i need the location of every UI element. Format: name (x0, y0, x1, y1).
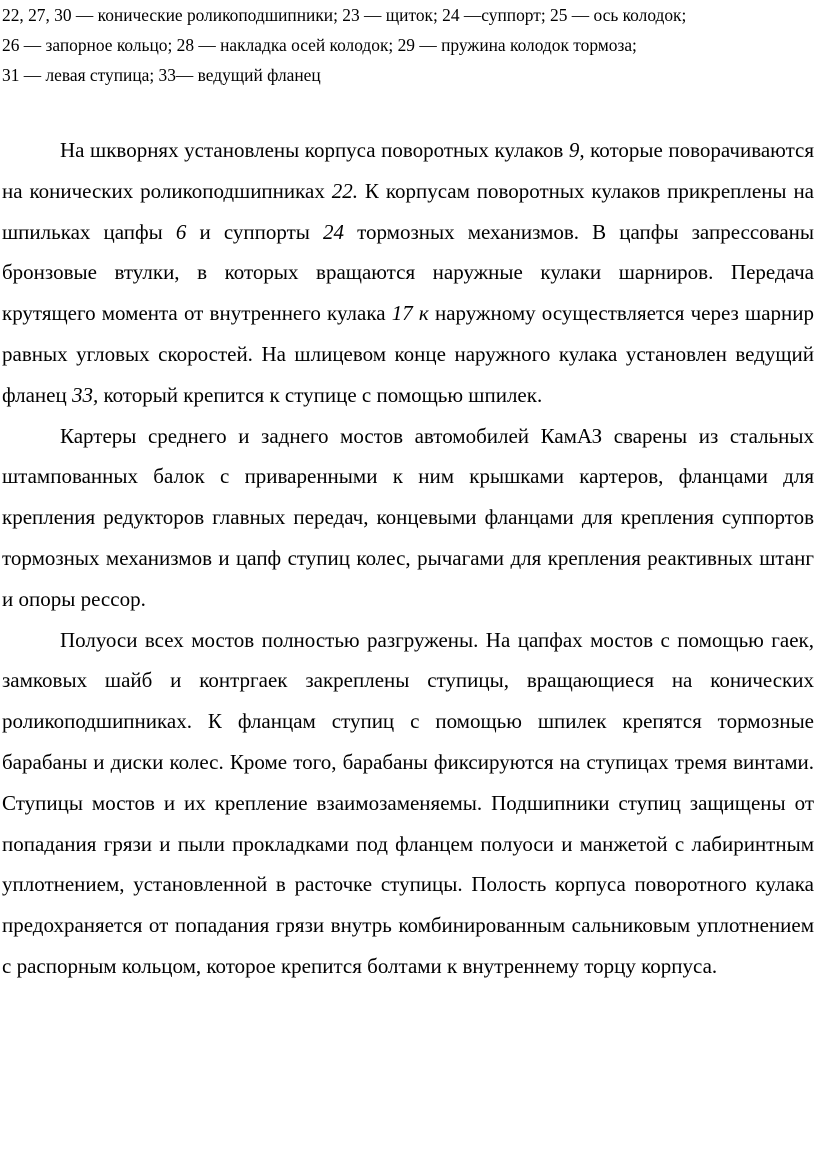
figure-caption (2, 0, 814, 90)
body-text (2, 130, 814, 987)
paragraph-2 (2, 416, 814, 620)
reference-number: 33, (71, 382, 99, 407)
reference-number: 6 (175, 219, 187, 244)
text-segment: которые поворачиваются на конических роликоподшипниках (2, 138, 814, 203)
text-segment: Картеры среднего и заднего мостов автомобилей КамАЗ сварены из стальных штампованных балок с приваренными к ним крышками картеров, фланцами для крепления редукторов главных передач, концевыми фланцами для крепления суппортов тормозных механизмов и цапф ступиц колес, рычагами для крепления реактивных штанг и опоры рессор. (2, 423, 814, 611)
caption-line-3: 31 — левая ступица; 33— ведущий фланец (2, 65, 321, 85)
text-segment: наружному осуществляется через шарнир равных угловых скоростей. На шлицевом конце наружного кулака установлен ведущий фланец (2, 301, 815, 407)
reference-number: 9, (568, 138, 585, 162)
text-segment: и суппорты (186, 219, 323, 244)
reference-number: 17 к (391, 301, 429, 326)
reference-number: 24 (322, 219, 344, 244)
paragraph-3 (2, 620, 814, 987)
text-segment: На шкворнях установлены корпуса поворотных кулаков (60, 138, 569, 162)
text-segment: Полуоси всех мостов полностью разгружены. На цапфах мостов с помощью гаек, замковых шайб и контргаек закреплены ступицы, вращающиеся на конических роликоподшипниках. К фланцам ступиц с помощью шпилек крепятся тормозные барабаны и диски колес. Кроме того, барабаны фиксируются на ступицах тремя винтами. Ступицы мостов и их крепление взаимозаменяемы. Подшипники ступиц защищены от попадания грязи и пыли прокладками под фланцем полуоси и манжетой с лабиринтным уплотнением, установленной в расточке ступицы. Полость корпуса поворотного кулака предохраняется от попадания грязи внутрь комбинированным сальниковым уплотнением с распорным кольцом, которое крепится болтами к внутреннему торцу корпуса. (2, 627, 814, 978)
reference-number: 22. (331, 178, 359, 203)
text-segment: тормозных механизмов. В цапфы запрессованы бронзовые втулки, в которых вращаются наружные кулаки шарниров. Передача крутящего момента от внутреннего кулака (2, 219, 814, 326)
caption-line-1: 22, 27, 30 — конические роликоподшипники; 23 — щиток; 24 —суппорт; 25 — ось колодок; (2, 5, 687, 25)
text-segment: который крепится к ступице с помощью шпилек. (98, 382, 543, 407)
paragraph-1 (2, 130, 814, 416)
text-segment: К корпусам поворотных кулаков прикреплены на шпильках цапфы (2, 178, 814, 244)
caption-line-2: 26 — запорное кольцо; 28 — накладка осей колодок; 29 — пружина колодок тормоза; (2, 35, 637, 55)
